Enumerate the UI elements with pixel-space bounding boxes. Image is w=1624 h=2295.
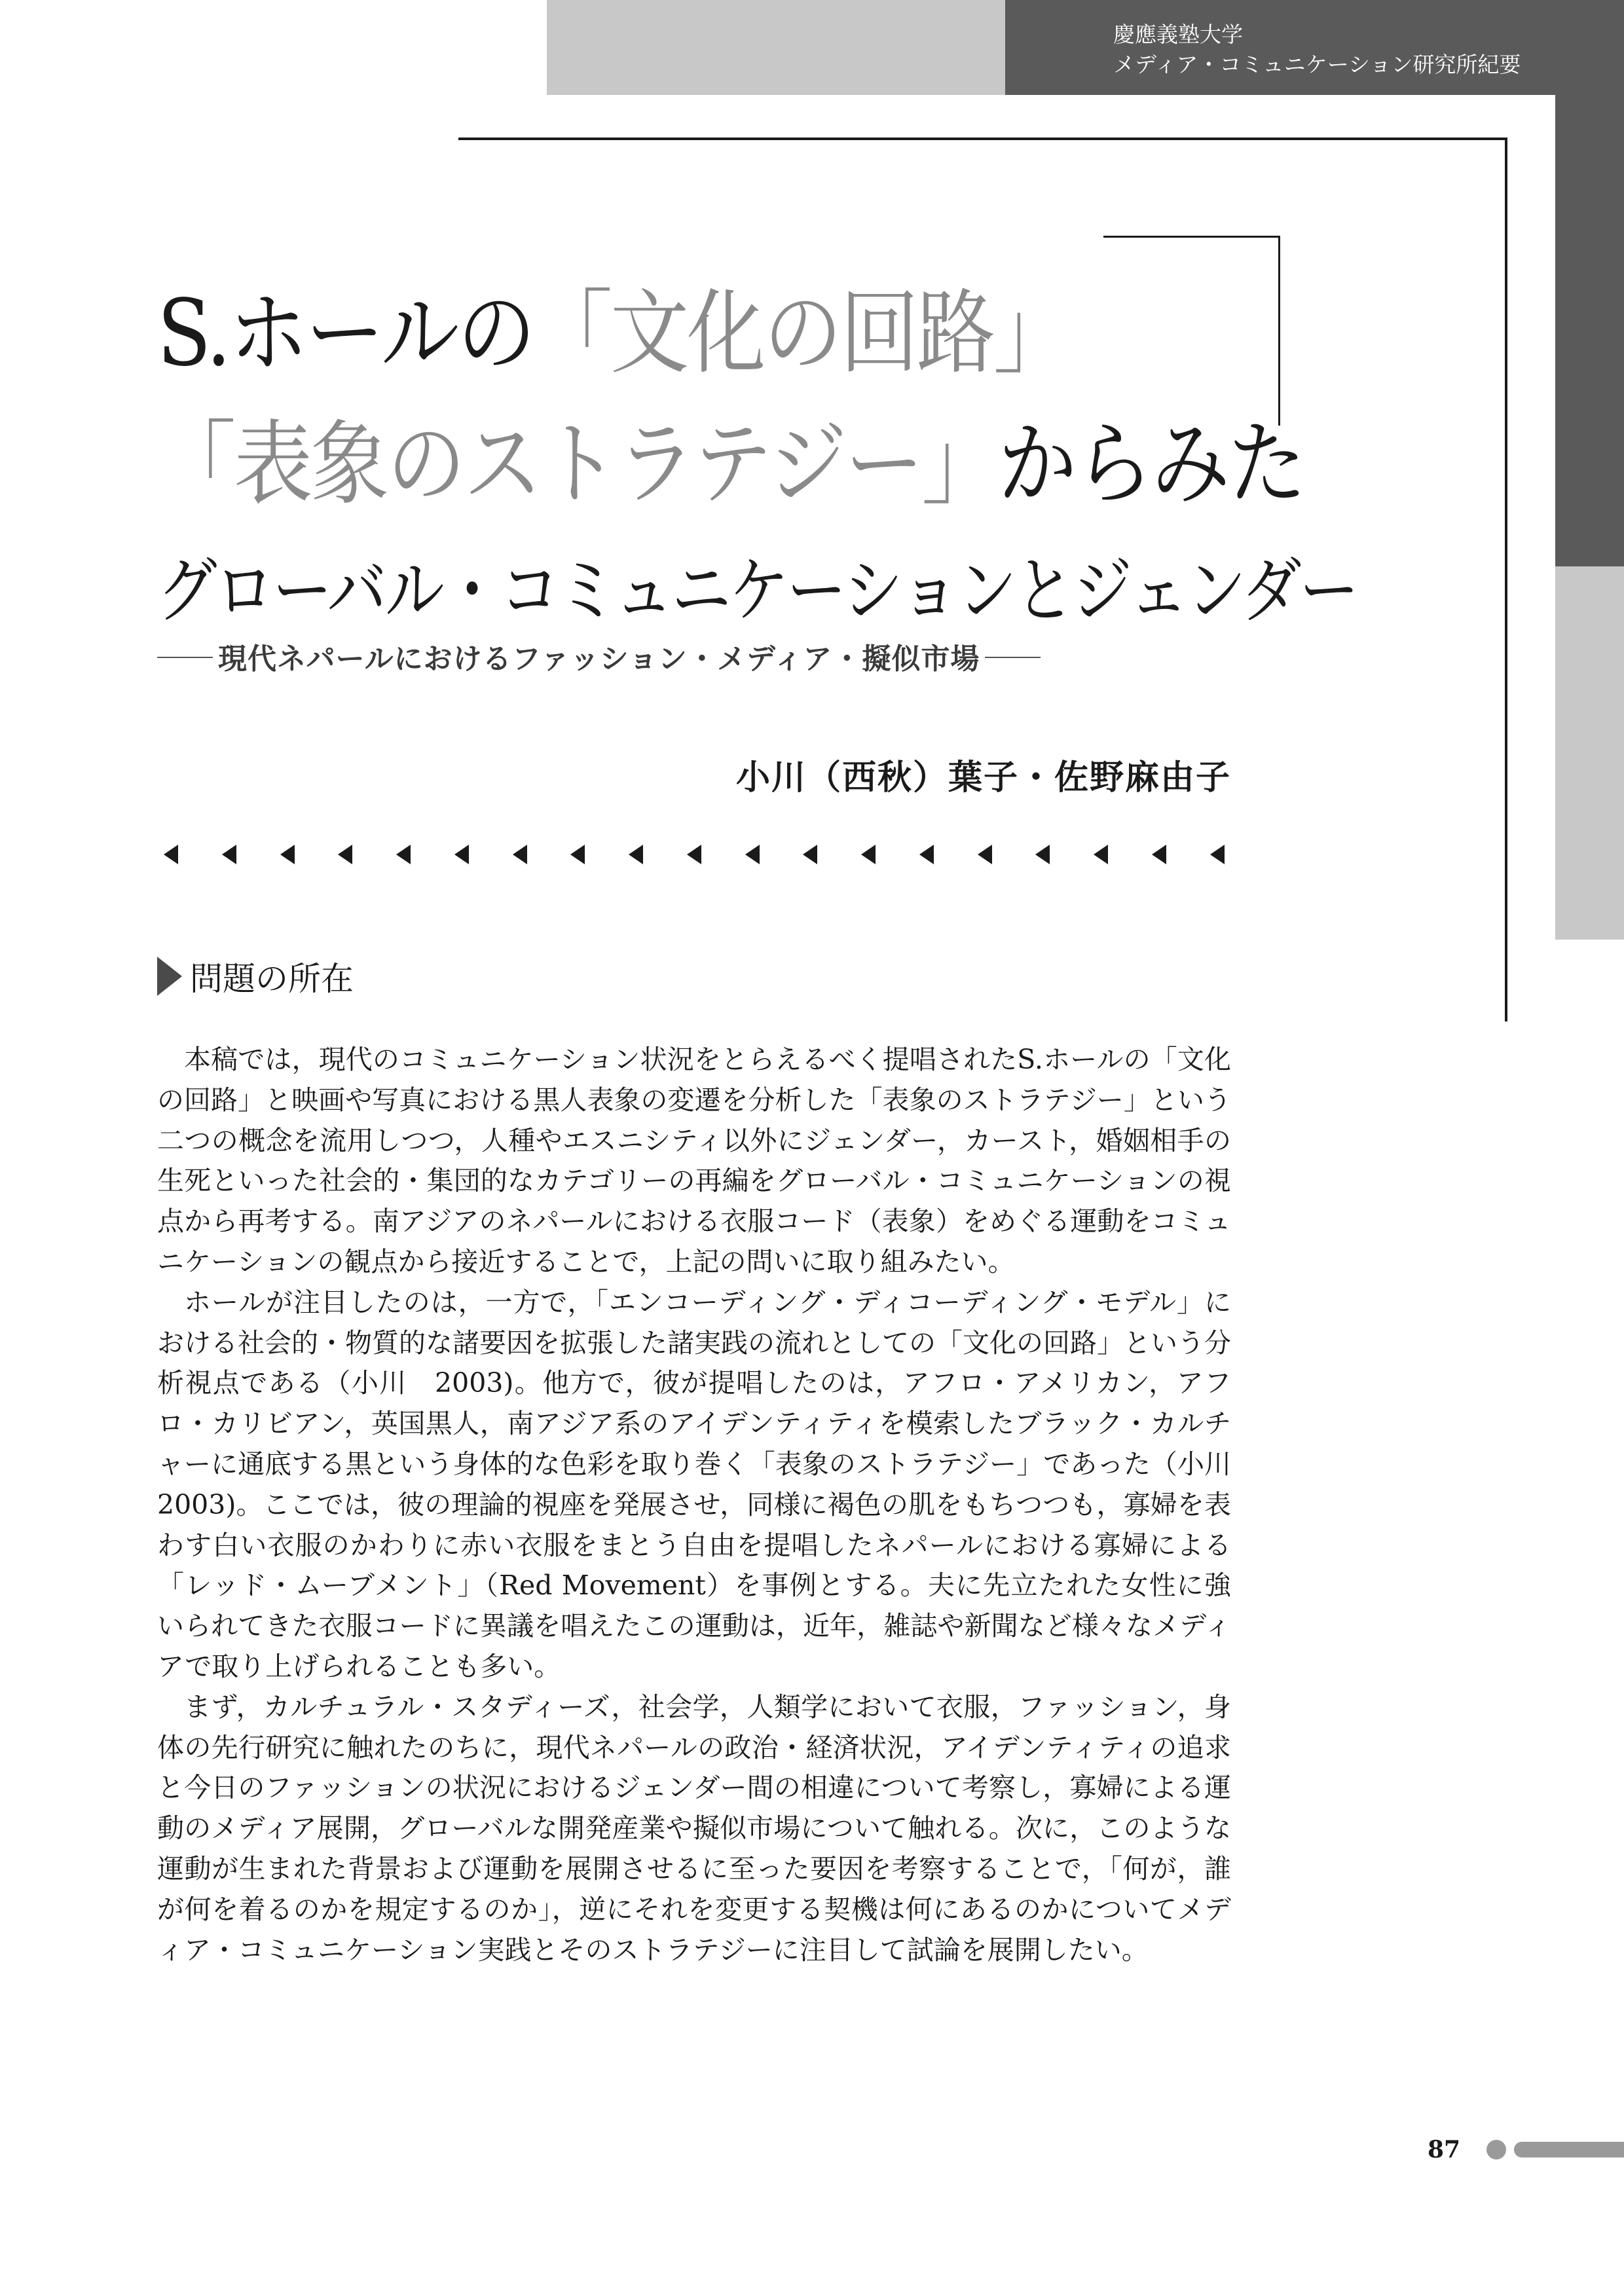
- authors: 小川（西秋）葉子・佐野麻由子: [735, 758, 1231, 798]
- left-arrow-icon: [1035, 845, 1050, 864]
- left-arrow-icon: [222, 845, 236, 864]
- side-tab-light: [1555, 566, 1624, 940]
- side-tab-dark: [1555, 95, 1624, 566]
- paragraph-1: 本稿では，現代のコミュニケーション状況をとらえるべく提唱されたS.ホールの「文化の回路」と映画や写真における黒人表象の変遷を分析した「表象のストラテジー」という二つの概念を流用しつつ，人種やエスニシティ以外にジェンダー，カースト，婚姻相手の生死といった社会的・集団的なカテゴリーの再編をグローバル・コミュニケーションの視点から再考する。南アジアのネパールにおける衣服コード（表象）をめぐる運動をコミュニケーションの観点から接近することで，上記の問いに取り組みたい。: [157, 1044, 1231, 1277]
- journal-name-line1: 慶應義塾大学: [1113, 22, 1243, 47]
- left-arrow-icon: [803, 845, 817, 864]
- left-arrow-icon: [687, 845, 701, 864]
- left-arrow-icon: [861, 845, 876, 864]
- title-line-1-highlight: 「文化の回路」: [534, 280, 1070, 387]
- left-arrow-icon: [338, 845, 352, 864]
- title-line-2: [157, 413, 1304, 517]
- section-heading: [157, 953, 354, 1000]
- subtitle-dash-right: [985, 657, 1041, 658]
- subtitle-dash-left: [157, 657, 213, 658]
- left-arrow-icon: [629, 845, 643, 864]
- left-arrow-icon: [513, 845, 527, 864]
- arrow-divider: [164, 838, 1225, 871]
- paragraph-3: まず，カルチュラル・スタディーズ，社会学，人類学において衣服，ファッション，身体の先行研究に触れたのちに，現代ネパールの政治・経済状況，アイデンティティの追求と今日のファッションの状況におけるジェンダー間の相違について考察し，寡婦による運動のメディア展開，グローバルな開発産業や擬似市場について触れる。次に，このような運動が生まれた背景および運動を展開させるに至った要因を考察することで，「何が，誰が何を着るのかを規定するのか」，逆にそれを変更する契機は何にあるのかについてメディア・コミュニケーション実践とそのストラテジーに注目して試論を展開したい。: [157, 1691, 1231, 1966]
- page-number: 87: [1428, 2136, 1461, 2163]
- frame-right-line: [1505, 138, 1507, 1021]
- title-line-1-prefix: S.ホールの: [157, 280, 534, 387]
- left-arrow-icon: [164, 845, 178, 864]
- title-corner-vertical: [1278, 236, 1280, 426]
- left-arrow-icon: [1152, 845, 1166, 864]
- title-corner-horizontal: [1103, 236, 1280, 238]
- left-arrow-icon: [1094, 845, 1108, 864]
- journal-name-line2: メディア・コミュニケーション研究所紀要: [1113, 52, 1521, 77]
- left-arrow-icon: [1210, 845, 1225, 864]
- left-arrow-icon: [919, 845, 934, 864]
- left-arrow-icon: [570, 845, 585, 864]
- section-heading-text: 問題の所在: [190, 960, 354, 998]
- title-line-2-suffix: からみた: [998, 411, 1305, 518]
- header-bar-light: [547, 0, 1005, 95]
- title-line-1: [157, 282, 1070, 386]
- frame-top-line: [458, 138, 1507, 140]
- title-line-2-highlight: 「表象のストラテジー」: [157, 411, 999, 518]
- journal-name: [1113, 20, 1521, 80]
- left-arrow-icon: [978, 845, 992, 864]
- paragraph-2: ホールが注目したのは，一方で，「エンコーディング・ディコーディング・モデル」における社会的・物質的な諸要因を拡張した諸実践の流れとしての「文化の回路」という分析視点である（小川 2003)。他方で，彼が提唱したのは，アフロ・アメリカン，アフロ・カリビアン，英国黒人，南アジア系のアイデンティティを模索したブラック・カルチャーに通底する黒という身体的な色彩を取り巻く「表象のストラテジー」であった（小川 2003)。ここでは，彼の理論的視座を発展させ，同様に褐色の肌をもちつつも，寡婦を表わす白い衣服のかわりに赤い衣服をまとう自由を提唱したネパールにおける寡婦による「レッド・ムーブメント」（Red Movement）を事例とする。夫に先立たれた女性に強いられてきた衣服コードに異議を唱えたこの運動は，近年，雑誌や新聞など様々なメディアで取り上げられることも多い。: [157, 1286, 1259, 1682]
- footer-bar: [1514, 2142, 1624, 2157]
- left-arrow-icon: [280, 845, 295, 864]
- footer-dot: [1486, 2140, 1506, 2159]
- left-arrow-icon: [396, 845, 411, 864]
- left-arrow-icon: [454, 845, 469, 864]
- left-arrow-icon: [745, 845, 760, 864]
- subtitle-text: 現代ネパールにおけるファッション・メディア・擬似市場: [218, 642, 980, 676]
- title-line-3: グローバル・コミュニケーションとジェンダー: [157, 549, 1357, 633]
- page-footer: [1428, 2136, 1624, 2163]
- subtitle: [157, 635, 1198, 677]
- body-text: [157, 1040, 1259, 1970]
- right-triangle-icon: [157, 957, 182, 996]
